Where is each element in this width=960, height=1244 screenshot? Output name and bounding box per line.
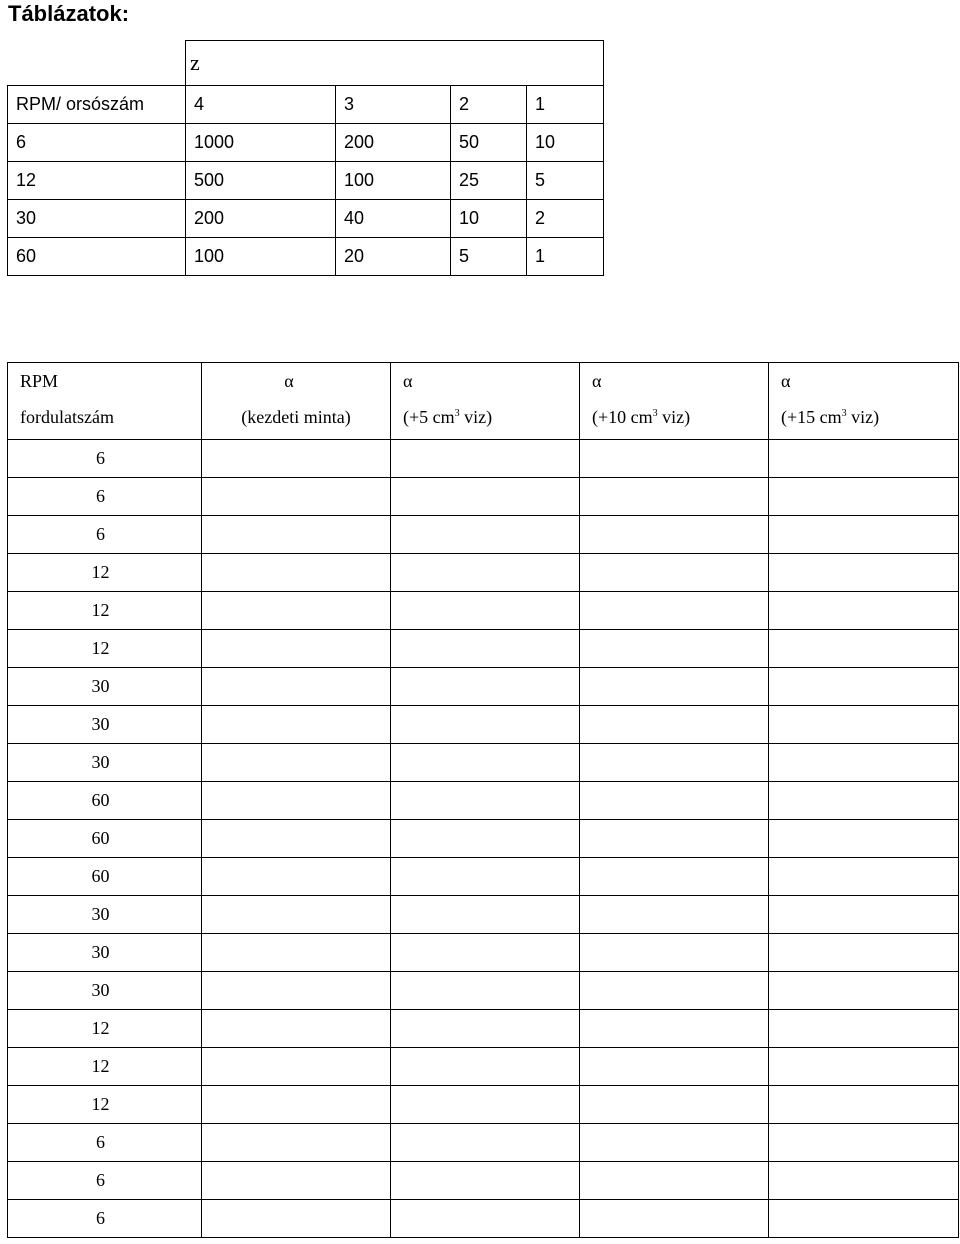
alpha-entry-cell[interactable] <box>580 934 769 972</box>
table-cell: 2 <box>527 200 604 238</box>
alpha-entry-cell[interactable] <box>391 972 580 1010</box>
alpha-entry-cell[interactable] <box>580 858 769 896</box>
table-cell: 1 <box>527 238 604 276</box>
table-cell <box>8 41 186 86</box>
table-row <box>8 1010 959 1048</box>
alpha-entry-cell[interactable] <box>391 1048 580 1086</box>
alpha-entry-cell[interactable] <box>391 782 580 820</box>
alpha-entry-cell[interactable] <box>391 1086 580 1124</box>
alpha-entry-cell[interactable] <box>202 554 391 592</box>
alpha-entry-cell[interactable] <box>769 858 959 896</box>
column-label-pre: (+10 cm <box>592 407 653 427</box>
rpm-value-cell: 30 <box>8 706 202 744</box>
table-cell: 100 <box>186 238 336 276</box>
alpha-entry-cell[interactable] <box>202 1200 391 1238</box>
alpha-entry-cell[interactable] <box>391 630 580 668</box>
rpm-value-cell: 30 <box>8 668 202 706</box>
alpha-entry-cell[interactable] <box>202 668 391 706</box>
table-row <box>8 41 604 86</box>
table-cell: 200 <box>186 200 336 238</box>
table-row <box>8 478 959 516</box>
rpm-value-cell: 60 <box>8 858 202 896</box>
alpha-entry-cell[interactable] <box>391 934 580 972</box>
rpm-z-table <box>7 40 604 276</box>
alpha-entry-cell[interactable] <box>580 516 769 554</box>
alpha-entry-cell[interactable] <box>580 1086 769 1124</box>
alpha-entry-cell[interactable] <box>580 896 769 934</box>
alpha-column-header <box>580 363 769 440</box>
alpha-entry-cell[interactable] <box>391 1200 580 1238</box>
rpm-header-line2: fordulatszám <box>20 407 114 427</box>
table-cell: 30 <box>8 200 186 238</box>
table-row <box>8 668 959 706</box>
table-row <box>8 162 604 200</box>
rpm-value-cell: 12 <box>8 1010 202 1048</box>
table-row <box>8 1200 959 1238</box>
alpha-entry-cell[interactable] <box>202 1086 391 1124</box>
table-cell: 40 <box>336 200 451 238</box>
alpha-entry-cell[interactable] <box>202 744 391 782</box>
alpha-entry-cell[interactable] <box>769 1162 959 1200</box>
rpm-value-cell: 60 <box>8 782 202 820</box>
table-cell: 5 <box>527 162 604 200</box>
table-header-row <box>8 363 959 440</box>
alpha-entry-cell[interactable] <box>391 1162 580 1200</box>
alpha-entry-cell[interactable] <box>769 516 959 554</box>
alpha-entry-cell[interactable] <box>580 478 769 516</box>
rpm-value-cell: 6 <box>8 1162 202 1200</box>
table-cell: 12 <box>8 162 186 200</box>
alpha-entry-cell[interactable] <box>580 820 769 858</box>
table-cell: 200 <box>336 124 451 162</box>
table-row <box>8 200 604 238</box>
table-header-cell: 2 <box>451 86 527 124</box>
alpha-entry-cell[interactable] <box>580 1048 769 1086</box>
alpha-entry-cell[interactable] <box>391 1010 580 1048</box>
alpha-entry-cell[interactable] <box>391 744 580 782</box>
alpha-column-header <box>769 363 959 440</box>
table-row <box>8 934 959 972</box>
alpha-entry-cell[interactable] <box>769 896 959 934</box>
alpha-entry-cell[interactable] <box>580 706 769 744</box>
table-cell: 1000 <box>186 124 336 162</box>
alpha-entry-cell[interactable] <box>580 782 769 820</box>
z-label: z <box>186 41 604 86</box>
column-label-post: viz) <box>846 407 880 427</box>
alpha-entry-cell[interactable] <box>580 1124 769 1162</box>
alpha-entry-cell[interactable] <box>769 668 959 706</box>
alpha-column-header <box>202 363 391 440</box>
table-row <box>8 86 604 124</box>
table-cell: 20 <box>336 238 451 276</box>
rpm-value-cell: 12 <box>8 592 202 630</box>
alpha-entry-cell[interactable] <box>202 972 391 1010</box>
alpha-entry-cell[interactable] <box>580 668 769 706</box>
table-row <box>8 858 959 896</box>
alpha-entry-cell[interactable] <box>391 554 580 592</box>
alpha-entry-cell[interactable] <box>202 820 391 858</box>
rpm-value-cell: 6 <box>8 478 202 516</box>
alpha-entry-cell[interactable] <box>202 630 391 668</box>
alpha-entry-cell[interactable] <box>202 858 391 896</box>
table-row <box>8 820 959 858</box>
rpm-value-cell: 6 <box>8 1200 202 1238</box>
column-label-post: viz) <box>657 407 691 427</box>
table-header-cell: 1 <box>527 86 604 124</box>
alpha-symbol: α <box>284 371 294 391</box>
alpha-entry-cell[interactable] <box>769 440 959 478</box>
alpha-entry-cell[interactable] <box>769 1124 959 1162</box>
alpha-entry-cell[interactable] <box>580 1200 769 1238</box>
column-label-pre: (+5 cm <box>403 407 455 427</box>
table-row <box>8 782 959 820</box>
table-cell: 10 <box>527 124 604 162</box>
alpha-entry-cell[interactable] <box>391 668 580 706</box>
alpha-entry-cell[interactable] <box>769 630 959 668</box>
alpha-entry-cell[interactable] <box>769 934 959 972</box>
table-row <box>8 706 959 744</box>
table-cell: 5 <box>451 238 527 276</box>
table-cell: 25 <box>451 162 527 200</box>
alpha-entry-cell[interactable] <box>391 896 580 934</box>
alpha-entry-cell[interactable] <box>202 440 391 478</box>
table-cell: 10 <box>451 200 527 238</box>
rpm-header-line1: RPM <box>20 371 59 391</box>
table-header-cell: 3 <box>336 86 451 124</box>
rpm-value-cell: 30 <box>8 744 202 782</box>
table-row <box>8 630 959 668</box>
column-label: (kezdeti minta) <box>241 407 351 427</box>
alpha-entry-cell[interactable] <box>202 1162 391 1200</box>
page-title: Táblázatok: <box>8 1 130 26</box>
alpha-entry-cell[interactable] <box>202 934 391 972</box>
alpha-entry-cell[interactable] <box>769 744 959 782</box>
alpha-entry-cell[interactable] <box>580 440 769 478</box>
alpha-column-header <box>391 363 580 440</box>
rpm-value-cell: 12 <box>8 1086 202 1124</box>
alpha-entry-cell[interactable] <box>769 782 959 820</box>
table-row <box>8 592 959 630</box>
table-row <box>8 1124 959 1162</box>
alpha-entry-cell[interactable] <box>391 592 580 630</box>
rpm-value-cell: 12 <box>8 630 202 668</box>
alpha-measurement-table <box>7 362 959 1238</box>
rpm-value-cell: 12 <box>8 554 202 592</box>
alpha-entry-cell[interactable] <box>202 1010 391 1048</box>
alpha-entry-cell[interactable] <box>769 554 959 592</box>
rpm-value-cell: 6 <box>8 516 202 554</box>
superscript: 3 <box>841 408 847 419</box>
alpha-entry-cell[interactable] <box>769 1048 959 1086</box>
alpha-entry-cell[interactable] <box>769 1086 959 1124</box>
rpm-value-cell: 30 <box>8 972 202 1010</box>
alpha-entry-cell[interactable] <box>391 706 580 744</box>
alpha-entry-cell[interactable] <box>391 478 580 516</box>
alpha-entry-cell[interactable] <box>202 592 391 630</box>
alpha-entry-cell[interactable] <box>580 1010 769 1048</box>
superscript: 3 <box>454 408 460 419</box>
alpha-entry-cell[interactable] <box>391 440 580 478</box>
table-row <box>8 1162 959 1200</box>
alpha-entry-cell[interactable] <box>769 706 959 744</box>
table-row <box>8 516 959 554</box>
alpha-entry-cell[interactable] <box>391 516 580 554</box>
alpha-entry-cell[interactable] <box>202 1048 391 1086</box>
table-cell: 6 <box>8 124 186 162</box>
superscript: 3 <box>652 408 658 419</box>
alpha-entry-cell[interactable] <box>769 1010 959 1048</box>
alpha-entry-cell[interactable] <box>202 706 391 744</box>
table-cell: 50 <box>451 124 527 162</box>
alpha-entry-cell[interactable] <box>202 896 391 934</box>
alpha-entry-cell[interactable] <box>580 744 769 782</box>
alpha-entry-cell[interactable] <box>769 972 959 1010</box>
alpha-entry-cell[interactable] <box>580 972 769 1010</box>
alpha-symbol: α <box>403 371 413 391</box>
alpha-entry-cell[interactable] <box>391 858 580 896</box>
table-cell: 100 <box>336 162 451 200</box>
alpha-entry-cell[interactable] <box>202 1124 391 1162</box>
table-header-cell: RPM/ orsószám <box>8 86 186 124</box>
alpha-entry-cell[interactable] <box>580 630 769 668</box>
table-row <box>8 440 959 478</box>
table-row <box>8 554 959 592</box>
alpha-entry-cell[interactable] <box>391 820 580 858</box>
alpha-symbol: α <box>781 371 791 391</box>
table-row <box>8 1086 959 1124</box>
alpha-entry-cell[interactable] <box>769 478 959 516</box>
table-cell: 60 <box>8 238 186 276</box>
alpha-entry-cell[interactable] <box>769 1200 959 1238</box>
alpha-symbol: α <box>592 371 602 391</box>
rpm-value-cell: 30 <box>8 896 202 934</box>
table-header-cell: 4 <box>186 86 336 124</box>
table-row <box>8 238 604 276</box>
column-label-post: viz) <box>459 407 493 427</box>
column-label-pre: (+15 cm <box>781 407 842 427</box>
table-row <box>8 124 604 162</box>
rpm-column-header <box>8 363 202 440</box>
alpha-entry-cell[interactable] <box>202 516 391 554</box>
alpha-entry-cell[interactable] <box>769 592 959 630</box>
alpha-entry-cell[interactable] <box>202 478 391 516</box>
alpha-entry-cell[interactable] <box>580 1162 769 1200</box>
rpm-value-cell: 60 <box>8 820 202 858</box>
rpm-value-cell: 30 <box>8 934 202 972</box>
rpm-value-cell: 6 <box>8 440 202 478</box>
alpha-entry-cell[interactable] <box>391 1124 580 1162</box>
table-cell: 500 <box>186 162 336 200</box>
alpha-entry-cell[interactable] <box>580 592 769 630</box>
rpm-value-cell: 12 <box>8 1048 202 1086</box>
alpha-entry-cell[interactable] <box>202 782 391 820</box>
table-row <box>8 744 959 782</box>
table-row <box>8 972 959 1010</box>
table-row <box>8 1048 959 1086</box>
alpha-entry-cell[interactable] <box>580 554 769 592</box>
alpha-entry-cell[interactable] <box>769 820 959 858</box>
rpm-value-cell: 6 <box>8 1124 202 1162</box>
table-row <box>8 896 959 934</box>
